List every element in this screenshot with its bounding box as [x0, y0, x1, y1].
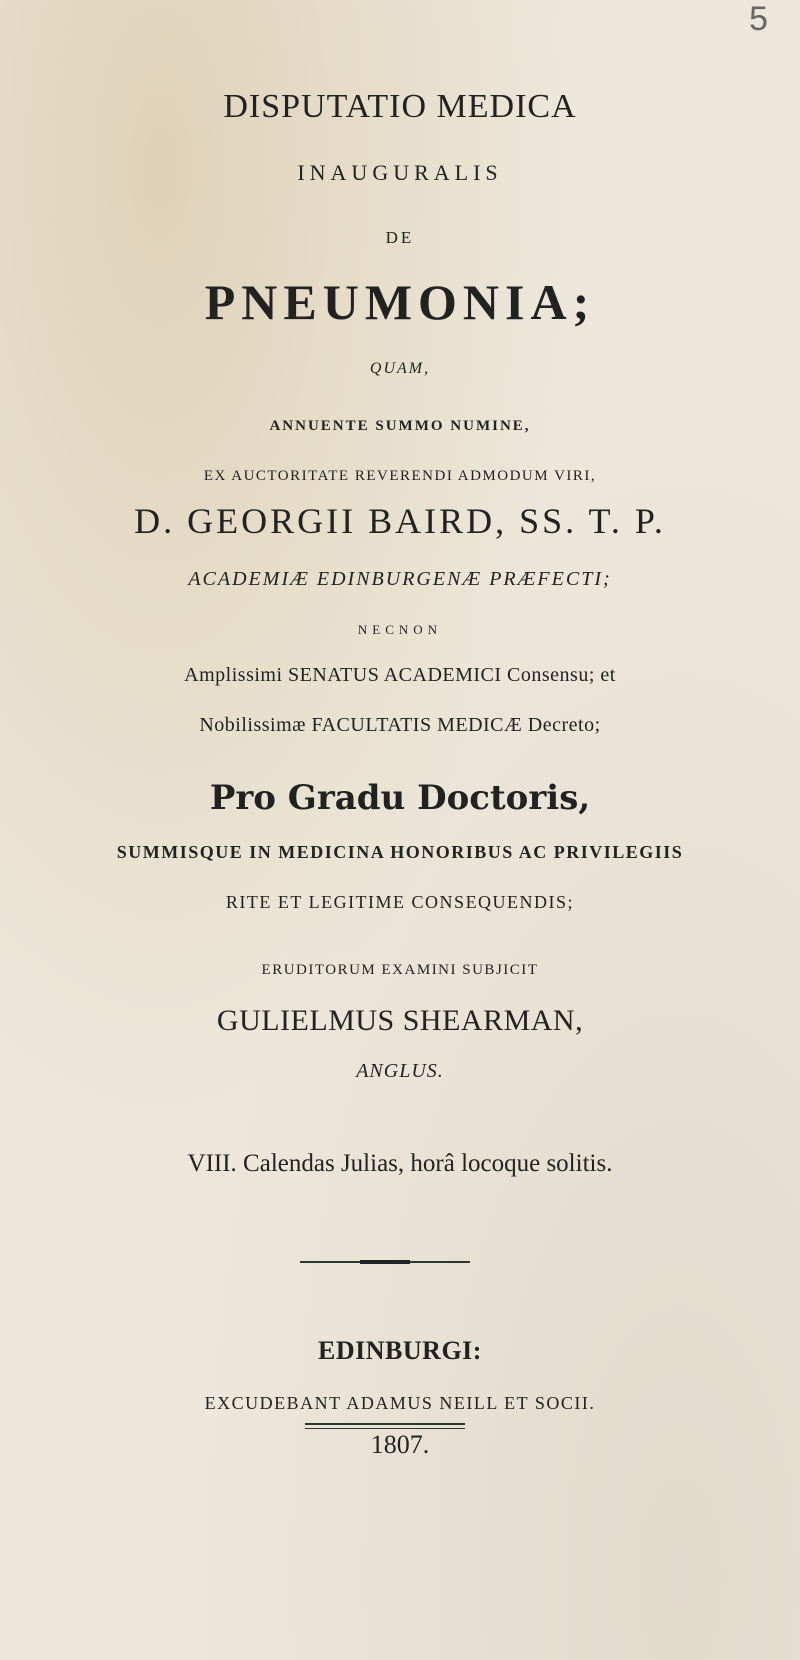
inauguralis-line: INAUGURALIS — [297, 160, 503, 185]
author-name: GULIELMUS SHEARMAN, — [216, 1004, 584, 1037]
annuente-line: ANNUENTE SUMMO NUMINE, — [269, 418, 531, 434]
subject-heading: PNEUMONIA; — [204, 274, 596, 330]
printer-line: EXCUDEBANT ADAMUS NEILL ET SOCII. — [204, 1393, 596, 1413]
date-line: VIII. Calendas Julias, horâ locoque solitis. — [187, 1150, 613, 1177]
academiae-line: ACADEMIÆ EDINBURGENÆ PRÆFECTI; — [188, 568, 612, 590]
necnon-line: NECNON — [357, 622, 443, 637]
summisque-line: SUMMISQUE IN MEDICINA HONORIBUS AC PRIVILEGIIS — [116, 842, 684, 862]
double-rule-bottom — [305, 1428, 465, 1429]
quam-line: QUAM, — [369, 360, 431, 377]
ornamental-rule — [300, 1261, 470, 1263]
pro-gradu-line: Pro Gradu Doctoris, — [209, 778, 591, 818]
place-line: EDINBURGI: — [318, 1336, 482, 1365]
facultatis-line: Nobilissimæ FACULTATIS MEDICÆ Decreto; — [199, 714, 601, 736]
de-line: DE — [385, 228, 415, 247]
double-rule-top — [305, 1423, 465, 1425]
auctoritate-line: EX AUCTORITATE REVERENDI ADMODUM VIRI, — [203, 468, 597, 484]
year-line: 1807. — [370, 1430, 430, 1459]
georgii-baird-line: D. GEORGII BAIRD, SS. T. P. — [134, 501, 666, 541]
title-line: DISPUTATIO MEDICA — [223, 88, 577, 125]
rite-line: RITE ET LEGITIME CONSEQUENDIS; — [225, 892, 575, 912]
page-number: 5 — [749, 0, 768, 38]
eruditorum-line: ERUDITORUM EXAMINI SUBJICIT — [261, 962, 539, 978]
anglus-line: ANGLUS. — [356, 1060, 444, 1082]
senatus-line: Amplissimi SENATUS ACADEMICI Consensu; et — [184, 664, 616, 686]
